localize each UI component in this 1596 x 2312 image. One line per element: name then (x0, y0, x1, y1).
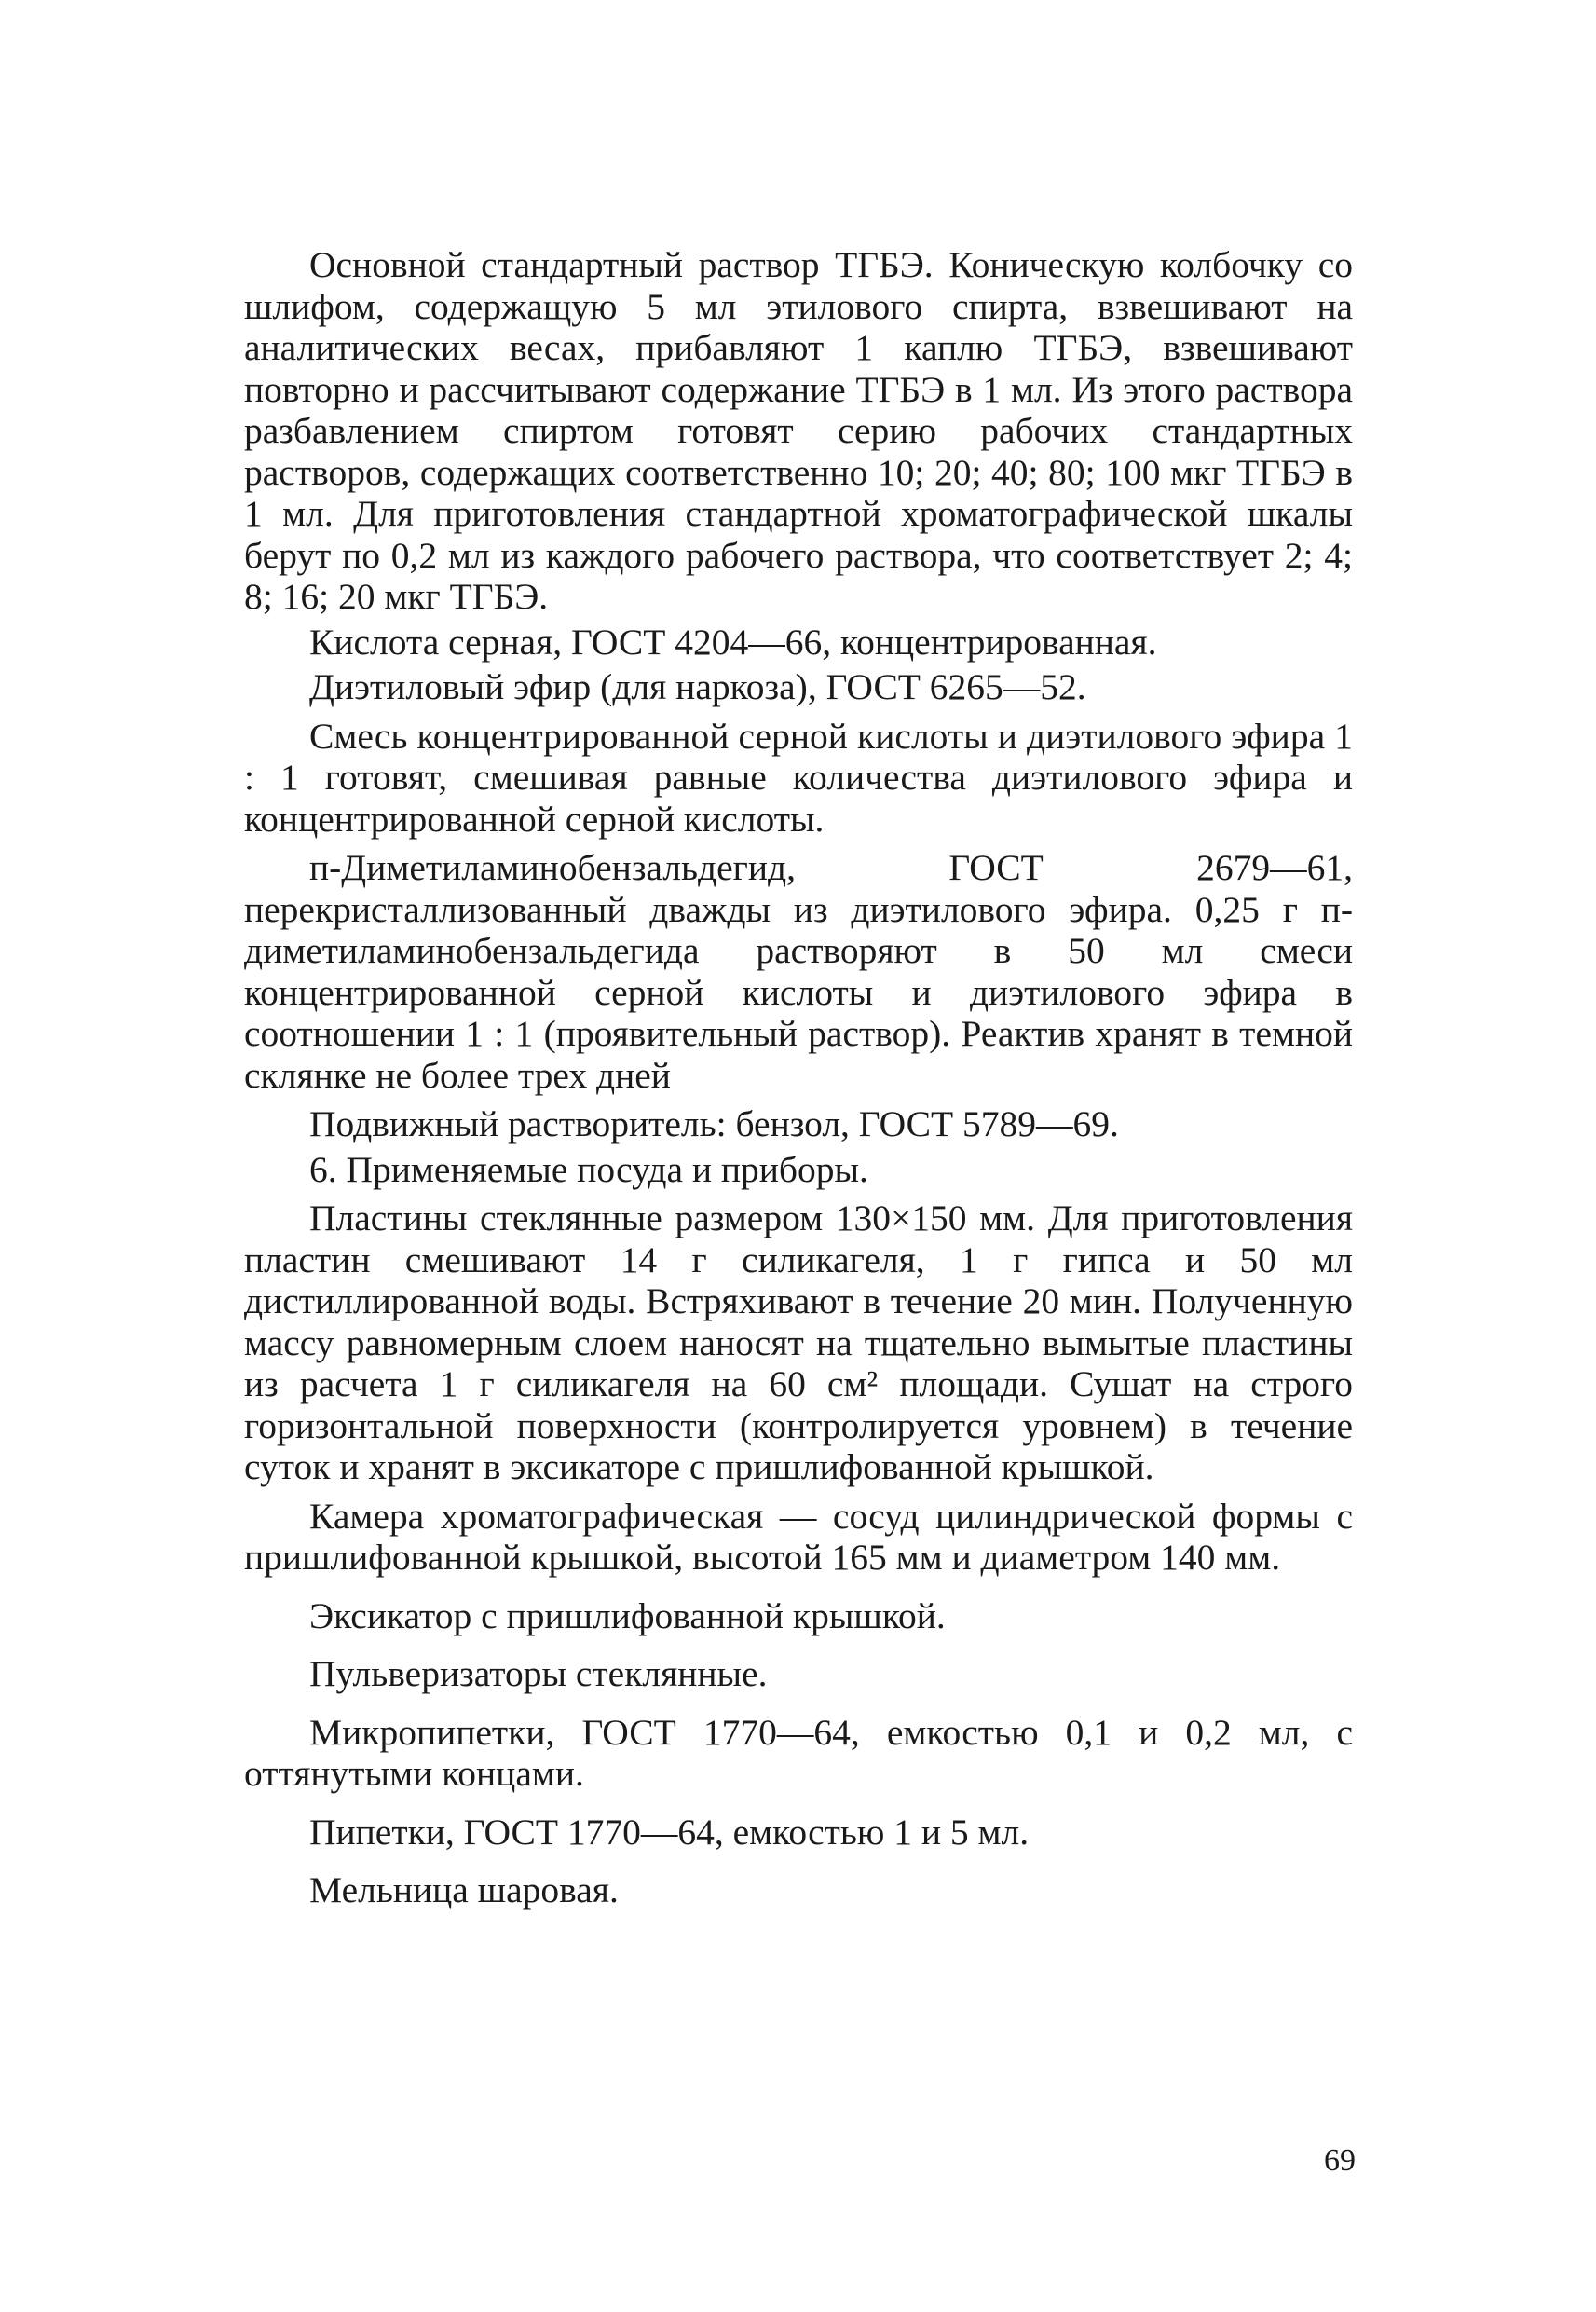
paragraph-dimethylaminobenzaldehyde: п-Диметиламинобензальдегид, ГОСТ 2679—61, перекристаллизованный дважды из диэтилового эфира. 0,25 г п-диметиламинобензальдегида растворяют в 50 мл смеси концентрированной серной кислоты и диэтилового эфира в соотношении 1 : 1 (проявительный раствор). Реактив хранят в темной склянке не более трех дней (244, 847, 1353, 1096)
paragraph-diethyl-ether: Диэтиловый эфир (для наркоза), ГОСТ 6265—52. (309, 666, 1086, 707)
paragraph-glass-plates: Пластины стеклянные размером 130×150 мм. Для приготовления пластин смешивают 14 г силикагеля, 1 г гипса и 50 мл дистиллированной воды. Встряхивают в течение 20 мин. Полученную массу равномерным слоем наносят на тщательно вымытые пластины из расчета 1 г силикагеля на 60 см² площади. Сушат на строго горизонтальной поверхности (контролируется уровнем) в течение суток и хранят в эксикаторе с пришлифованной крышкой. (244, 1197, 1353, 1487)
paragraph-standard-solution: Основной стандартный раствор ТГБЭ. Коническую колбочку со шлифом, содержащую 5 мл этилового спирта, взвешивают на аналитических весах, прибавляют 1 каплю ТГБЭ, взвешивают повторно и рассчитывают содержание ТГБЭ в 1 мл. Из этого раствора разбавлением спиртом готовят серию рабочих стандартных растворов, содержащих соответственно 10; 20; 40; 80; 100 мкг ТГБЭ в 1 мл. Для приготовления стандартной хроматографической шкалы берут по 0,2 мл из каждого рабочего раствора, что соответствует 2; 4; 8; 16; 20 мкг ТГБЭ. (244, 244, 1353, 617)
page-number: 69 (1324, 2143, 1356, 2178)
paragraph-sulfuric-acid: Кислота серная, ГОСТ 4204—66, концентрированная. (309, 621, 1157, 663)
paragraph-sprayers: Пульверизаторы стеклянные. (309, 1653, 768, 1694)
paragraph-ball-mill: Мельница шаровая. (309, 1869, 619, 1910)
document-page (244, 244, 1353, 1919)
paragraph-mobile-solvent: Подвижный растворитель: бензол, ГОСТ 5789—69. (309, 1103, 1119, 1144)
paragraph-micropipettes: Микропипетки, ГОСТ 1770—64, емкостью 0,1 и 0,2 мл, с оттянутыми концами. (244, 1711, 1353, 1794)
paragraph-desiccator: Эксикатор с пришлифованной крышкой. (309, 1594, 946, 1636)
paragraph-acid-ether-mixture: Смесь концентрированной серной кислоты и диэтилового эфира 1 : 1 готовят, смешивая равные количества диэтилового эфира и концентрированной серной кислоты. (244, 715, 1353, 840)
section-heading-equipment: 6. Применяемые посуда и приборы. (309, 1148, 868, 1190)
paragraph-chromatography-chamber: Камера хроматографическая — сосуд цилиндрической формы с пришлифованной крышкой, высотой 165 мм и диаметром 140 мм. (244, 1495, 1353, 1578)
paragraph-pipettes: Пипетки, ГОСТ 1770—64, емкостью 1 и 5 мл. (309, 1811, 1030, 1853)
